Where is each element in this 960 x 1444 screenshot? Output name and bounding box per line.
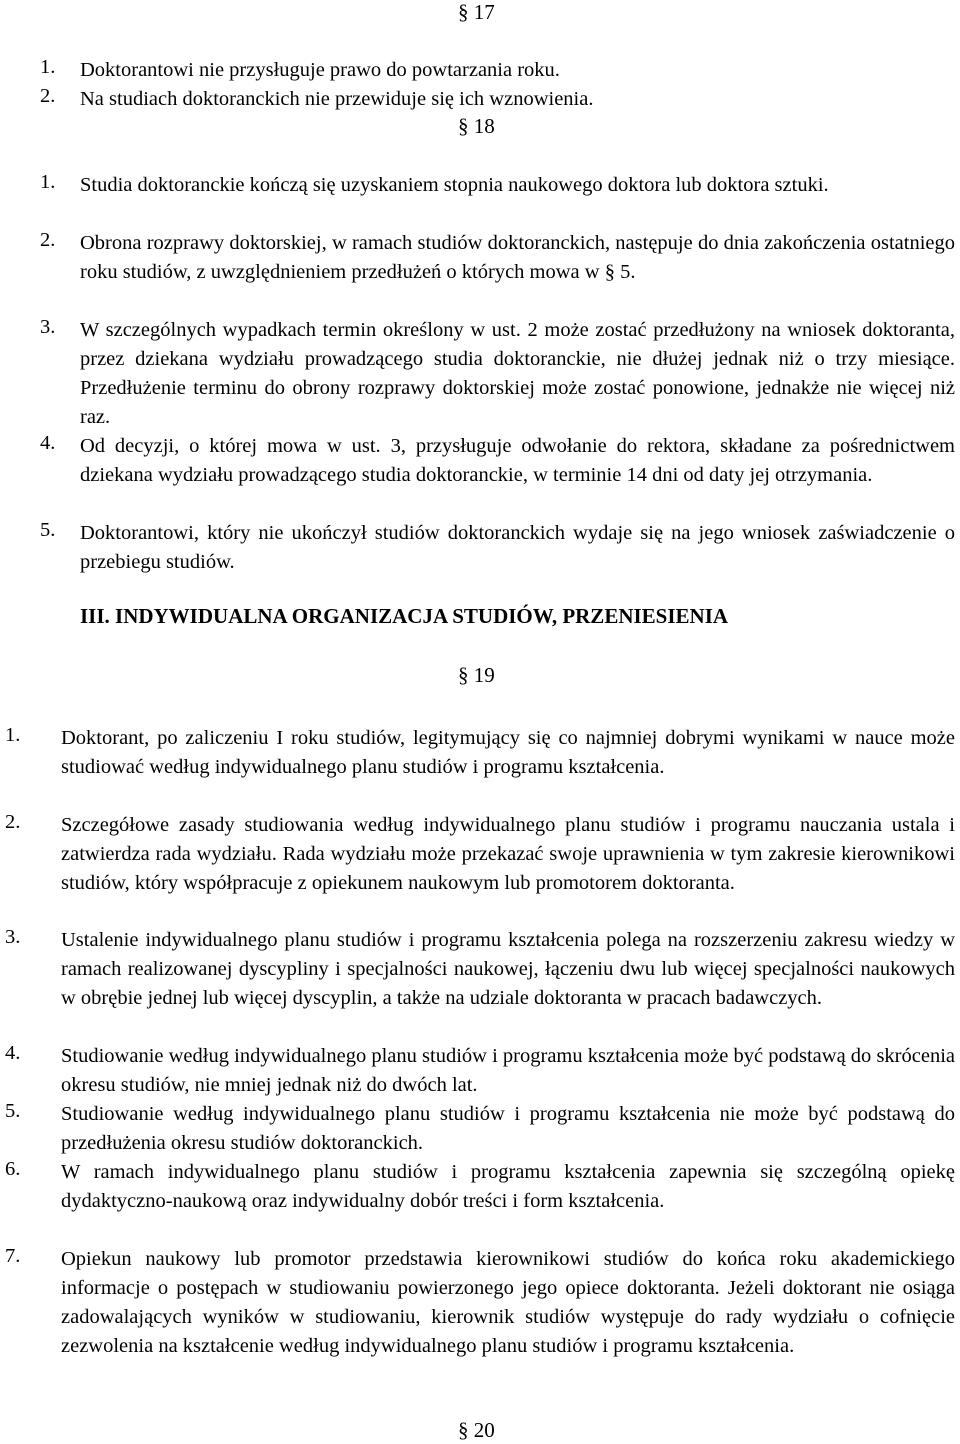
list-number: 1. bbox=[40, 56, 56, 78]
list-text: Szczegółowe zasady studiowania według indywidualnego planu studiów i programu nauczania ustala i zatwierdza rada wydziału. Rada wydziału może przekazać swoje uprawnienia w tym zakresie kierownikowi studiów, który współpracuje z opiekunem naukowym lub promotorem doktoranta. bbox=[61, 814, 955, 894]
paragraph-19-heading: § 19 bbox=[458, 663, 495, 687]
list-text: Obrona rozprawy doktorskiej, w ramach studiów doktoranckich, następuje do dnia zakończenia ostatniego roku studiów, z uwzględnieniem przedłużeń o których mowa w § 5. bbox=[80, 232, 955, 283]
list-text: Studiowanie według indywidualnego planu studiów i programu kształcenia nie może być podstawą do przedłużenia okresu studiów doktoranckich. bbox=[61, 1103, 955, 1154]
list-number: 3. bbox=[5, 926, 21, 948]
list-text: Opiekun naukowy lub promotor przedstawia kierownikowi studiów do końca roku akademickiego informacje o postępach w studiowaniu powierzonego jego opiece doktoranta. Jeżeli doktorant nie osiąga zadowalających wyników w studiowaniu, kierownik studiów występuje do rady wydziału o cofnięcie zezwolenia na kształcenie według indywidualnego planu studiów i programu kształcenia. bbox=[61, 1248, 955, 1357]
list-text: Doktorantowi nie przysługuje prawo do powtarzania roku. bbox=[80, 59, 560, 81]
paragraph-18-heading: § 18 bbox=[458, 114, 495, 138]
list-text: Od decyzji, o której mowa w ust. 3, przysługuje odwołanie do rektora, składane za pośrednictwem dziekana wydziału prowadzącego studia doktoranckie, w terminie 14 dni od daty jej otrzymania. bbox=[80, 435, 955, 486]
section-heading: III. INDYWIDUALNA ORGANIZACJA STUDIÓW, PRZENIESIENIA bbox=[80, 604, 729, 628]
list-text: Studia doktoranckie kończą się uzyskaniem stopnia naukowego doktora lub doktora sztuki. bbox=[80, 174, 829, 196]
list-text: Doktorant, po zaliczeniu I roku studiów, legitymujący się co najmniej dobrymi wynikami w nauce może studiować według indywidualnego planu studiów i programu kształcenia. bbox=[61, 727, 955, 778]
list-text: Na studiach doktoranckich nie przewiduje się ich wznowienia. bbox=[80, 88, 594, 110]
list-text: W ramach indywidualnego planu studiów i programu kształcenia zapewnia się szczególną opiekę dydaktyczno-naukową oraz indywidualny dobór treści i form kształcenia. bbox=[61, 1161, 955, 1212]
list-number: 5. bbox=[5, 1100, 21, 1122]
list-number: 2. bbox=[5, 811, 21, 833]
list-text: W szczególnych wypadkach termin określony w ust. 2 może zostać przedłużony na wniosek doktoranta, przez dziekana wydziału prowadzącego studia doktoranckie, nie dłużej jednak niż o trzy miesiące. Przedłużenie terminu do obrony rozprawy doktorskiej może zostać ponowione, jednakże nie więcej niż raz. bbox=[80, 319, 955, 428]
list-number: 6. bbox=[5, 1158, 21, 1180]
list-number: 2. bbox=[40, 85, 56, 107]
paragraph-17-heading: § 17 bbox=[458, 0, 495, 24]
list-text: Studiowanie według indywidualnego planu studiów i programu kształcenia może być podstawą do skrócenia okresu studiów, nie mniej jednak niż do dwóch lat. bbox=[61, 1045, 955, 1096]
paragraph-20-heading: § 20 bbox=[458, 1418, 495, 1442]
list-number: 4. bbox=[40, 432, 56, 454]
list-text: Ustalenie indywidualnego planu studiów i programu kształcenia polega na rozszerzeniu zakresu wiedzy w ramach realizowanej dyscypliny i specjalności naukowej, łączeniu dwu lub więcej specjalności naukowych w obrębie jednej lub więcej dyscyplin, a także na udziale doktoranta w pracach badawczych. bbox=[61, 929, 955, 1009]
list-number: 7. bbox=[5, 1245, 21, 1267]
list-number: 2. bbox=[40, 229, 56, 251]
list-number: 4. bbox=[5, 1042, 21, 1064]
list-text: Doktorantowi, który nie ukończył studiów doktoranckich wydaje się na jego wniosek zaświadczenie o przebiegu studiów. bbox=[80, 522, 955, 573]
list-number: 1. bbox=[5, 724, 21, 746]
list-number: 5. bbox=[40, 519, 56, 541]
list-number: 3. bbox=[40, 316, 56, 338]
list-number: 1. bbox=[40, 171, 56, 193]
